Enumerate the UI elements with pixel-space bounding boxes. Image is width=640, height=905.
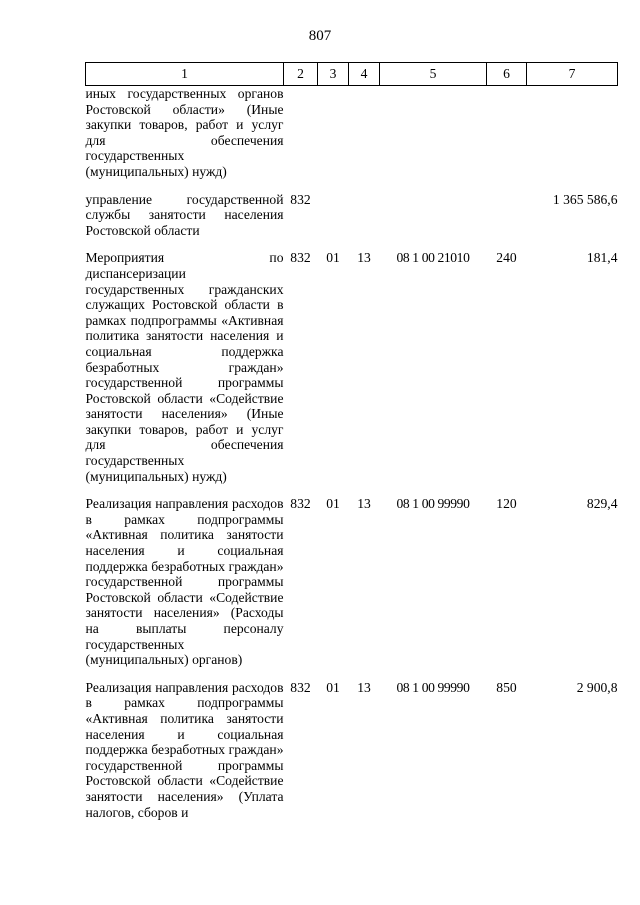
cell-expense-type: 850 <box>496 679 517 695</box>
cell-ministry-code: 832 <box>290 679 311 695</box>
cell-target-article: 08 1 00 99990 <box>396 496 470 512</box>
table-row <box>86 496 618 668</box>
cell-subsection <box>349 192 380 239</box>
row-description: Реализация направления расходов в рамках подпрограммы «Активная политика занятости населения и социальная поддержка безработных граждан» государственной программы Ростовской области «Содействие занятости населения» (Уплата налогов, сборов и <box>85 679 284 820</box>
cell-section: 01 <box>326 496 340 512</box>
cell-expense-type <box>487 86 527 180</box>
cell-subsection <box>349 86 380 180</box>
cell-amount: 2 900,8 <box>576 679 618 695</box>
page-number: 807 <box>308 28 332 44</box>
col-header-7: 7 <box>527 63 618 86</box>
cell-subsection: 13 <box>357 250 371 266</box>
cell-section: 01 <box>326 679 340 695</box>
cell-expense-type: 120 <box>496 496 517 512</box>
row-description: Реализация направления расходов в рамках подпрограммы «Активная политика занятости населения и социальная поддержка безработных граждан» государственной программы Ростовской области «Содействие занятости населения» (Расходы на выплаты персоналу государственных (муниципальных) органов) <box>85 496 284 668</box>
cell-ministry-code: 832 <box>290 191 311 207</box>
cell-ministry-code <box>284 86 318 180</box>
col-header-4: 4 <box>349 63 380 86</box>
table-row <box>86 86 618 180</box>
cell-section <box>318 192 349 239</box>
cell-target-article: 08 1 00 99990 <box>396 679 470 695</box>
cell-amount <box>527 86 618 180</box>
budget-table <box>85 62 618 820</box>
cell-subsection: 13 <box>357 496 371 512</box>
cell-ministry-code: 832 <box>290 496 311 512</box>
col-header-1: 1 <box>86 63 284 86</box>
cell-target-article <box>380 192 487 239</box>
table-row <box>86 192 618 239</box>
cell-subsection: 13 <box>357 679 371 695</box>
cell-amount: 1 365 586,6 <box>552 191 618 207</box>
cell-amount: 181,4 <box>586 250 618 266</box>
col-header-5: 5 <box>380 63 487 86</box>
cell-section: 01 <box>326 250 340 266</box>
table-row <box>86 250 618 484</box>
cell-section <box>318 86 349 180</box>
row-description: иных государственных органов Ростовской области» (Иные закупки товаров, работ и услуг для обеспечения государственных (муниципальных) нужд) <box>85 86 284 179</box>
cell-target-article <box>380 86 487 180</box>
header-row <box>86 63 618 86</box>
cell-expense-type: 240 <box>496 250 517 266</box>
col-header-6: 6 <box>487 63 527 86</box>
cell-expense-type <box>487 192 527 239</box>
table-row <box>86 680 618 820</box>
cell-target-article: 08 1 00 21010 <box>396 250 470 266</box>
cell-ministry-code: 832 <box>290 250 311 266</box>
col-header-3: 3 <box>318 63 349 86</box>
col-header-2: 2 <box>284 63 318 86</box>
row-description: управление государственной службы занятости населения Ростовской области <box>85 191 284 238</box>
cell-amount: 829,4 <box>586 496 618 512</box>
row-description: Мероприятия по диспансеризации государственных гражданских служащих Ростовской области в рамках подпрограммы «Активная политика занятости населения и социальная поддержка безработных граждан» государственной программы Ростовской области «Содействие занятости населения» (Иные закупки товаров, работ и услуг для обеспечения государственных (муниципальных) нужд) <box>85 250 284 484</box>
